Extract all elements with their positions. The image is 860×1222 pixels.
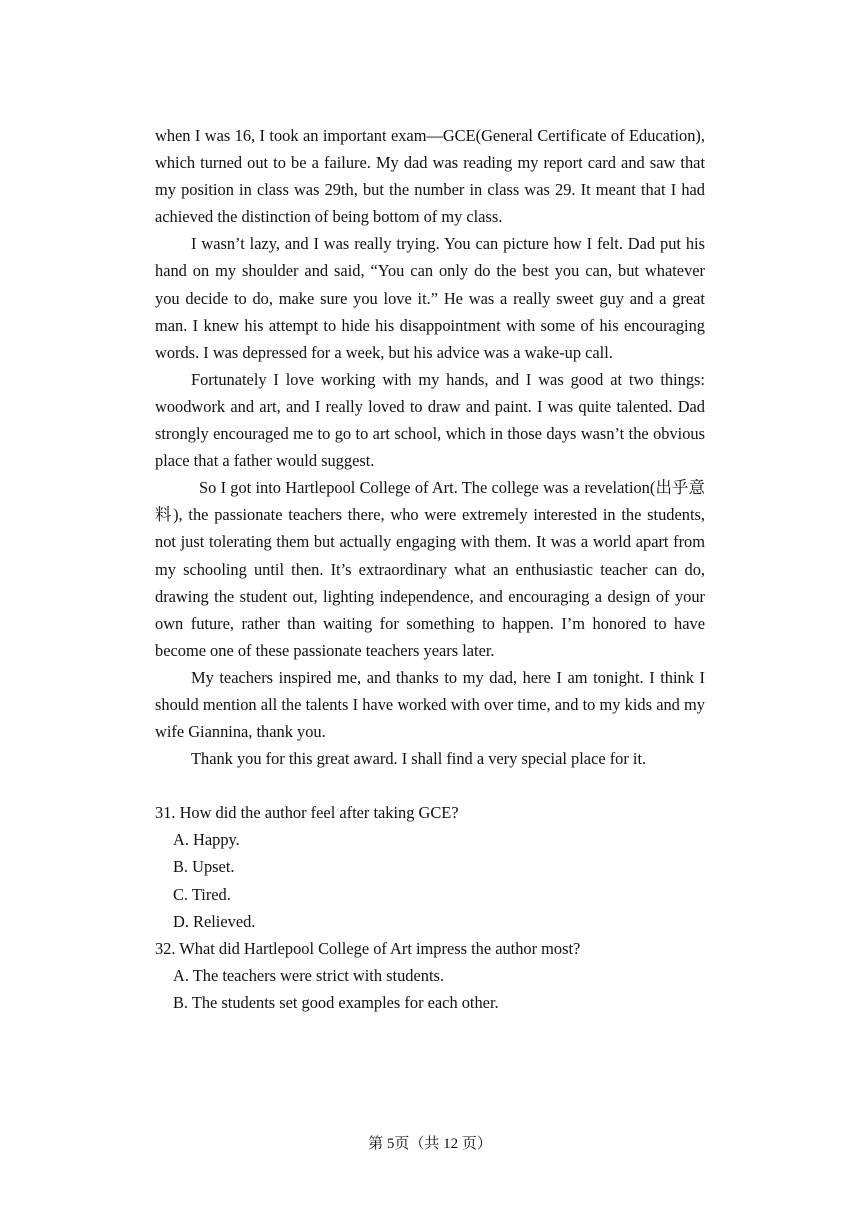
question-stem: 32. What did Hartlepool College of Art impress the author most? <box>155 938 581 958</box>
question-31 <box>155 799 705 934</box>
passage-paragraph-6: Thank you for this great award. I shall find a very special place for it. <box>191 749 647 769</box>
passage-paragraph-4: So I got into Hartlepool College of Art. The college was a revelation(出乎意料), the passionate teachers there, who were extremely interested in the students, not just tolerating them but actually engaging with them. It was a world apart from my schooling until then. It’s extraordinary what an enthusiastic teacher can do, drawing the student out, lighting independence, and encouraging a design of your own future, rather than waiting for something to happen. I’m honored to have become one of these passionate teachers years later. <box>155 478 705 660</box>
question-32 <box>155 935 705 1016</box>
section-spacer <box>155 772 705 799</box>
page-number-footer: 第 5页（共 12 页） <box>368 1136 492 1152</box>
passage-paragraph-5: My teachers inspired me, and thanks to my dad, here I am tonight. I think I should mention all the talents I have worked with over time, and to my kids and my wife Giannina, thank you. <box>155 667 705 742</box>
answer-option-c: C. Tired. <box>173 884 231 904</box>
answer-option-d: D. Relieved. <box>173 911 256 931</box>
answer-option-b: B. The students set good examples for each other. <box>173 992 499 1012</box>
answer-option-a: A. The teachers were strict with students. <box>173 965 444 985</box>
page-content <box>155 122 705 1016</box>
answer-option-a: A. Happy. <box>173 830 240 850</box>
passage-paragraph-2: I wasn’t lazy, and I was really trying. You can picture how I felt. Dad put his hand on my shoulder and said, “You can only do the best you can, but whatever you decide to do, make sure you love it.” He was a really sweet guy and a great man. I knew his attempt to hide his disappointment with some of his encouraging words. I was depressed for a week, but his advice was a wake-up call. <box>155 234 705 362</box>
question-stem: 31. How did the author feel after taking GCE? <box>155 803 459 823</box>
answer-option-b: B. Upset. <box>173 857 235 877</box>
passage-paragraph-1: when I was 16, I took an important exam—GCE(General Certificate of Education), which turned out to be a failure. My dad was reading my report card and saw that my position in class was 29th, but the number in class was 29. It meant that I had achieved the distinction of being bottom of my class. <box>155 126 705 227</box>
passage-paragraph-3: Fortunately I love working with my hands, and I was good at two things: woodwork and art, and I really loved to draw and paint. I was quite talented. Dad strongly encouraged me to go to art school, which in those days wasn’t the obvious place that a father would suggest. <box>155 369 705 471</box>
